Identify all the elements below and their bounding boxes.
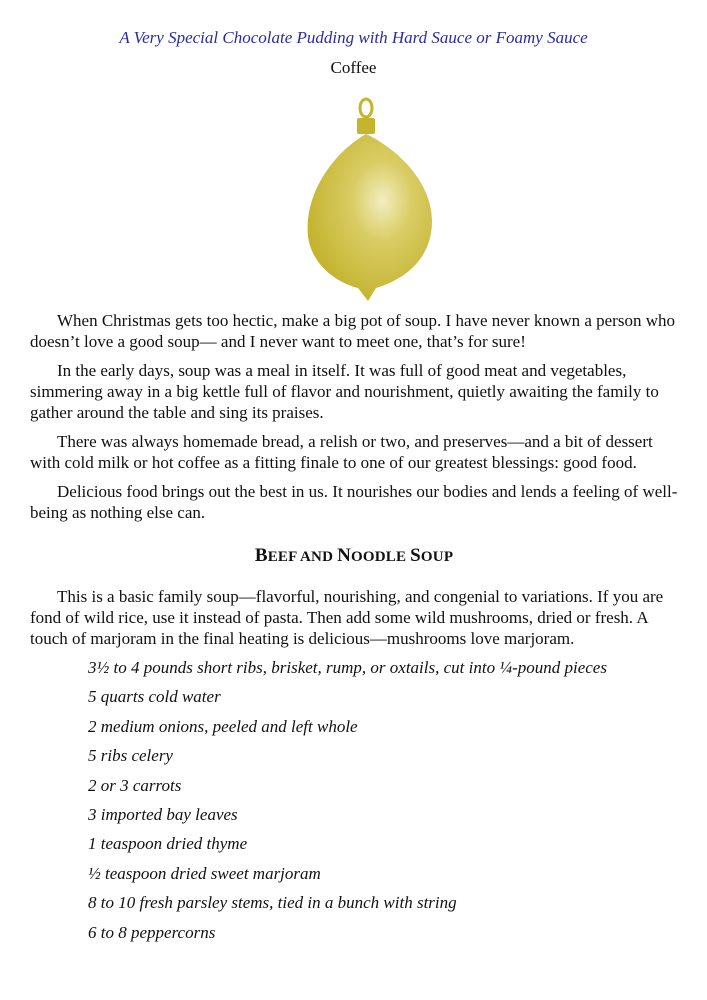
ingredient-item: 2 or 3 carrots xyxy=(88,775,182,795)
ingredient-item: 6 to 8 peppercorns xyxy=(88,922,216,942)
recipe-title-part: OODLE xyxy=(351,549,411,565)
intro-paragraph: In the early days, soup was a meal in itself. It was full of good meat and vegetables, simmering away in a big kettle full of flavor and nourishment, quietly awaiting the family to gather around the table and sing its praises. xyxy=(30,361,659,422)
intro-paragraph: When Christmas gets too hectic, make a big pot of soup. I have never known a person who doesn’t love a good soup— and I never want to meet one, that’s for sure! xyxy=(30,311,675,351)
pudding-recipe-link[interactable]: A Very Special Chocolate Pudding with Hard Sauce or Foamy Sauce xyxy=(119,28,588,47)
recipe-title-part: S xyxy=(410,545,421,566)
ingredient-item: 5 ribs celery xyxy=(88,746,173,766)
ingredient-item: 3 imported bay leaves xyxy=(88,804,238,824)
ingredient-item: 1 teaspoon dried thyme xyxy=(88,834,248,854)
recipe-title xyxy=(30,545,678,568)
menu-item-coffee: Coffee xyxy=(330,58,377,77)
recipe-title-part: OUP xyxy=(420,549,454,565)
ingredient-list xyxy=(30,657,678,943)
recipe-title-part: B xyxy=(254,545,268,566)
ornament-hanger-loop xyxy=(360,99,372,117)
recipe-description: This is a basic family soup—flavorful, nourishing, and congenial to variations. If you are fond of wild rice, use it instead of pasta. Then add some wild mushrooms, dried or fresh. A touch of marjoram in the final heating is delicious—mushrooms love marjoram. xyxy=(30,587,664,648)
ingredient-item: 3½ to 4 pounds short ribs, brisket, rump, or oxtails, cut into ¼-pound pieces xyxy=(88,658,607,677)
recipe-title-part: N xyxy=(337,545,351,566)
ornament-cap xyxy=(357,118,375,134)
ornament-bulb xyxy=(308,134,432,301)
intro-paragraph: There was always homemade bread, a relish or two, and preserves—and a bit of dessert with cold milk or hot coffee as a fitting finale to one of our greatest blessings: good food. xyxy=(30,432,653,472)
christmas-ornament-icon xyxy=(296,96,440,306)
intro-paragraph: Delicious food brings out the best in us. It nourishes our bodies and lends a feeling of well-being as nothing else can. xyxy=(30,482,678,522)
ingredient-item: ½ teaspoon dried sweet marjoram xyxy=(88,863,321,883)
recipe-title-part: EEF AND xyxy=(267,549,338,565)
page-body xyxy=(30,310,678,951)
ingredient-item: 5 quarts cold water xyxy=(88,687,221,707)
ingredient-item: 2 medium onions, peeled and left whole xyxy=(88,716,358,736)
ingredient-item: 8 to 10 fresh parsley stems, tied in a bunch with string xyxy=(88,893,457,913)
